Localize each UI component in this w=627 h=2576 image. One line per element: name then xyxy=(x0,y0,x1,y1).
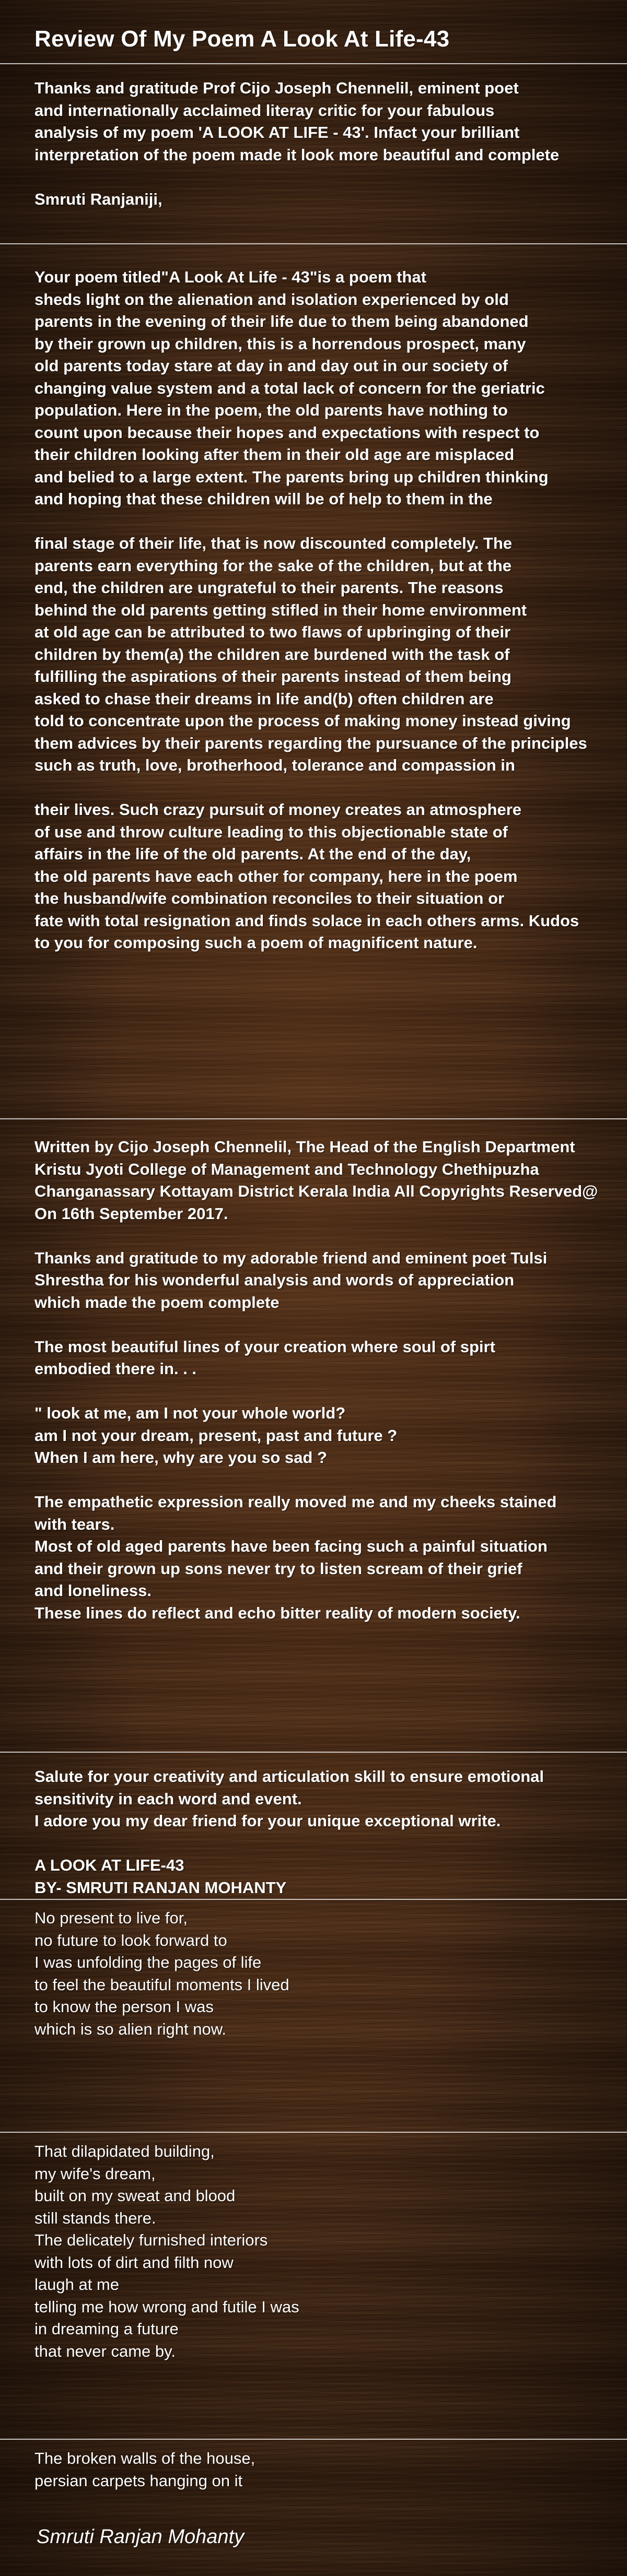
text-line: such as truth, love, brotherhood, tolerance and compassion in xyxy=(34,756,515,774)
text-line: Salute for your creativity and articulation skill to ensure emotional xyxy=(34,1767,544,1786)
review-block-1 xyxy=(34,77,614,210)
poem-stanza-1 xyxy=(34,1907,614,2040)
divider xyxy=(0,63,627,64)
text-line: end, the children are ungrateful to their parents. The reasons xyxy=(34,578,504,597)
blank-line xyxy=(34,1314,614,1336)
text-line: and their grown up sons never try to listen scream of their grief xyxy=(34,1559,522,1578)
text-line: to know the person I was xyxy=(34,1998,214,2016)
text-line: old parents today stare at day in and day out in our society of xyxy=(34,357,508,375)
divider xyxy=(0,1899,627,1900)
text-line: by their grown up children, this is a horrendous prospect, many xyxy=(34,334,526,353)
text-line: Smruti Ranjaniji, xyxy=(34,190,162,208)
text-line: with lots of dirt and filth now xyxy=(34,2253,234,2272)
text-line: Your poem titled"A Look At Life - 43"is a poem that xyxy=(34,268,426,286)
text-line: On 16th September 2017. xyxy=(34,1204,228,1223)
text-line: which is so alien right now. xyxy=(34,2019,227,2038)
text-line: Most of old aged parents have been facing such a painful situation xyxy=(34,1537,548,1555)
text-line: population. Here in the poem, the old parents have nothing to xyxy=(34,401,508,419)
text-line: no future to look forward to xyxy=(34,1931,227,1949)
poem-stanza-2 xyxy=(34,2141,614,2362)
text-line: These lines do reflect and echo bitter reality of modern society. xyxy=(34,1603,520,1622)
text-line: Thanks and gratitude to my adorable friend and eminent poet Tulsi xyxy=(34,1248,548,1267)
text-line: When I am here, why are you so sad ? xyxy=(34,1448,327,1467)
text-line: to feel the beautiful moments I lived xyxy=(34,1975,289,1994)
text-line: asked to chase their dreams in life and(b) often children are xyxy=(34,689,494,708)
text-line: analysis of my poem 'A LOOK AT LIFE - 43'. Infact your brilliant xyxy=(34,123,520,141)
text-line: That dilapidated building, xyxy=(34,2142,215,2160)
divider xyxy=(0,2132,627,2133)
text-line: telling me how wrong and futile I was xyxy=(34,2297,299,2316)
text-line: told to concentrate upon the process of making money instead giving xyxy=(34,712,571,730)
text-line: persian carpets hanging on it xyxy=(34,2471,243,2490)
text-line: count upon because their hopes and expectations with respect to xyxy=(34,423,540,442)
text-line: The most beautiful lines of your creation where soul of spirt xyxy=(34,1337,495,1356)
text-line: embodied there in. . . xyxy=(34,1360,197,1378)
text-line: with tears. xyxy=(34,1515,115,1533)
blank-line xyxy=(34,166,614,188)
text-line: fate with total resignation and finds solace in each others arms. Kudos xyxy=(34,911,579,930)
text-line: my wife's dream, xyxy=(34,2164,156,2183)
text-line: final stage of their life, that is now discounted completely. The xyxy=(34,534,513,552)
divider xyxy=(0,1752,627,1753)
text-line: am I not your dream, present, past and future ? xyxy=(34,1426,398,1445)
text-line: laugh at me xyxy=(34,2275,119,2294)
page-title: Review Of My Poem A Look At Life-43 xyxy=(34,26,450,52)
blank-line xyxy=(34,1469,614,1492)
text-line: children by them(a) the children are burdened with the task of xyxy=(34,645,510,664)
text-line: Thanks and gratitude Prof Cijo Joseph Chennelil, eminent poet xyxy=(34,79,519,97)
text-line: parents in the evening of their life due to them being abandoned xyxy=(34,312,529,330)
text-line: changing value system and a total lack of concern for the geriatric xyxy=(34,379,545,397)
text-line: affairs in the life of the old parents. At the end of the day, xyxy=(34,845,471,863)
text-line: Changanassary Kottayam District Kerala India All Copyrights Reserved@ xyxy=(34,1182,598,1200)
text-line: I adore you my dear friend for your unique exceptional write. xyxy=(34,1812,501,1830)
text-line: at old age can be attributed to two flaws of upbringing of their xyxy=(34,623,511,641)
review-block-4 xyxy=(34,1766,614,1899)
text-line: The empathetic expression really moved me and my cheeks stained xyxy=(34,1493,557,1511)
text-line: to you for composing such a poem of magnificent nature. xyxy=(34,933,478,952)
text-line: built on my sweat and blood xyxy=(34,2187,236,2205)
text-line: Written by Cijo Joseph Chennelil, The Head of the English Department xyxy=(34,1138,575,1156)
text-line: I was unfolding the pages of life xyxy=(34,1953,262,1971)
text-line: A LOOK AT LIFE-43 xyxy=(34,1856,184,1874)
text-line: fulfilling the aspirations of their parents instead of them being xyxy=(34,667,512,686)
text-line: in dreaming a future xyxy=(34,2320,179,2338)
review-block-2 xyxy=(34,266,614,954)
poem-stanza-3 xyxy=(34,2448,614,2492)
text-line: them advices by their parents regarding the pursuance of the principles xyxy=(34,734,587,752)
text-line: of use and throw culture leading to this objectionable state of xyxy=(34,822,508,841)
text-line: behind the old parents getting stifled in their home environment xyxy=(34,600,527,619)
text-line: which made the poem complete xyxy=(34,1293,280,1311)
review-block-3 xyxy=(34,1136,614,1624)
text-line: Kristu Jyoti College of Management and Technology Chethipuzha xyxy=(34,1160,539,1178)
text-line: Shrestha for his wonderful analysis and words of appreciation xyxy=(34,1271,515,1289)
text-line: that never came by. xyxy=(34,2342,176,2360)
author-signature: Smruti Ranjan Mohanty xyxy=(37,2526,245,2548)
text-line: sheds light on the alienation and isolation experienced by old xyxy=(34,290,509,309)
text-line: interpretation of the poem made it look more beautiful and complete xyxy=(34,145,560,164)
text-line: their lives. Such crazy pursuit of money creates an atmosphere xyxy=(34,800,522,819)
text-line: The delicately furnished interiors xyxy=(34,2231,268,2249)
text-line: the husband/wife combination reconciles to their situation or xyxy=(34,889,505,907)
text-line: and internationally acclaimed literay critic for your fabulous xyxy=(34,101,495,120)
text-line: the old parents have each other for company, here in the poem xyxy=(34,867,518,885)
divider xyxy=(0,1118,627,1119)
text-line: sensitivity in each word and event. xyxy=(34,1789,302,1808)
text-line: No present to live for, xyxy=(34,1909,188,1927)
text-line: and belied to a large extent. The parents bring up children thinking xyxy=(34,467,549,486)
blank-line xyxy=(34,511,614,533)
text-line: and hoping that these children will be of help to them in the xyxy=(34,490,493,508)
text-line: their children looking after them in their old age are misplaced xyxy=(34,445,515,464)
divider xyxy=(0,2439,627,2440)
divider xyxy=(0,243,627,244)
blank-line xyxy=(34,1833,614,1855)
blank-line xyxy=(34,1225,614,1247)
text-line: " look at me, am I not your whole world? xyxy=(34,1404,346,1422)
text-line: parents earn everything for the sake of the children, but at the xyxy=(34,556,512,575)
text-line: and loneliness. xyxy=(34,1581,152,1600)
blank-line xyxy=(34,1380,614,1403)
blank-line xyxy=(34,777,614,799)
text-line: The broken walls of the house, xyxy=(34,2449,256,2467)
text-line: BY- SMRUTI RANJAN MOHANTY xyxy=(34,1878,287,1897)
text-line: still stands there. xyxy=(34,2208,156,2227)
